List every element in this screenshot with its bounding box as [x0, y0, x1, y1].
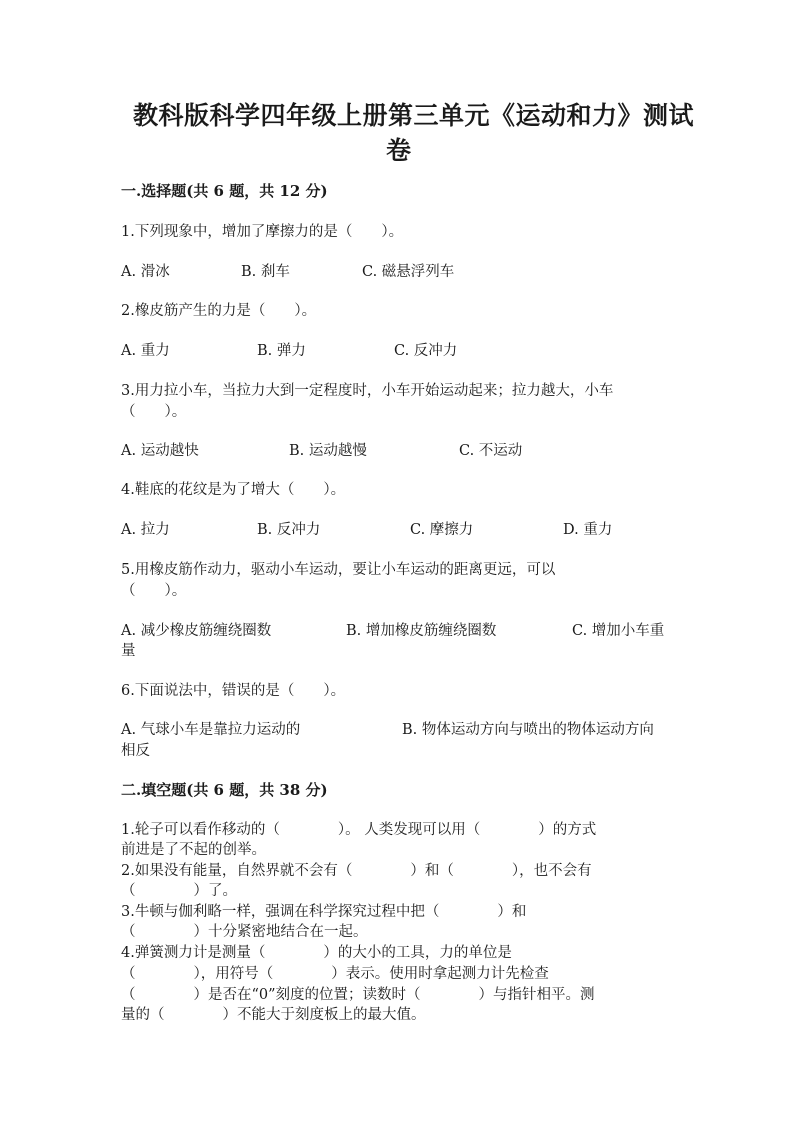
question-4-option-a: A. 拉力: [121, 522, 170, 538]
question-2-option-c: C. 反冲力: [394, 343, 458, 359]
question-1-text: 1.下列现象中，增加了摩擦力的是（ ）。: [121, 224, 404, 240]
question-3-option-b: B. 运动越慢: [289, 443, 367, 459]
question-3-text-line2: （ ）。: [121, 404, 187, 420]
question-3-text-line1: 3.用力拉小车，当拉力大到一定程度时，小车开始运动起来；拉力越大，小车: [121, 383, 614, 399]
question-1-option-a: A. 滑冰: [121, 264, 170, 280]
fill-line-5: 3.牛顿与伽利略一样，强调在科学探究过程中把（ ）和: [121, 904, 527, 920]
question-2-option-a: A. 重力: [121, 343, 170, 359]
question-3-option-c: C. 不运动: [459, 443, 523, 459]
question-5-text-line1: 5.用橡皮筋作动力，驱动小车运动，要让小车运动的距离更远，可以: [121, 562, 556, 578]
question-1-option-c: C. 磁悬浮列车: [362, 264, 455, 280]
fill-line-10: 量的（ ）不能大于刻度板上的最大值。: [121, 1007, 426, 1023]
question-5-option-a: A. 减少橡皮筋缠绕圈数: [121, 623, 272, 639]
fill-line-4: （ ）了。: [121, 883, 237, 899]
question-5-option-b: B. 增加橡皮筋缠绕圈数: [346, 623, 497, 639]
question-6-text: 6.下面说法中，错误的是（ ）。: [121, 683, 346, 699]
question-5-option-c: C. 增加小车重: [572, 623, 665, 639]
document-title-line2: 卷: [386, 136, 412, 165]
question-4-option-c: C. 摩擦力: [410, 522, 474, 538]
fill-line-6: （ ）十分紧密地结合在一起。: [121, 924, 368, 940]
question-2-text: 2.橡皮筋产生的力是（ ）。: [121, 303, 317, 319]
question-6-option-b: B. 物体运动方向与喷出的物体运动方向: [402, 722, 654, 738]
fill-line-7: 4.弹簧测力计是测量（ ）的大小的工具，力的单位是: [121, 945, 512, 961]
question-6-option-b-wrap: 相反: [121, 743, 150, 759]
fill-line-1: 1.轮子可以看作移动的（ ）。 人类发现可以用（ ）的方式: [121, 822, 597, 838]
document-title-line1: 教科版科学四年级上册第三单元《运动和力》测试: [133, 101, 695, 130]
fill-line-3: 2.如果没有能量，自然界就不会有（ ）和（ ），也不会有: [121, 863, 592, 879]
fill-line-9: （ ）是否在“0”刻度的位置；读数时（ ）与指针相平。测: [121, 987, 595, 1003]
section-heading-fill-blank: 二.填空题(共 6 题，共 38 分): [121, 781, 328, 799]
question-5-text-line2: （ ）。: [121, 583, 187, 599]
question-4-option-d: D. 重力: [563, 522, 613, 538]
question-1-option-b: B. 刹车: [241, 264, 290, 280]
question-4-option-b: B. 反冲力: [257, 522, 321, 538]
question-2-option-b: B. 弹力: [257, 343, 306, 359]
question-6-option-a: A. 气球小车是靠拉力运动的: [121, 722, 301, 738]
question-4-text: 4.鞋底的花纹是为了增大（ ）。: [121, 482, 346, 498]
question-3-option-a: A. 运动越快: [121, 443, 199, 459]
fill-line-8: （ ），用符号（ ）表示。使用时拿起测力计先检查: [121, 966, 549, 982]
section-heading-choice: 一.选择题(共 6 题，共 12 分): [121, 182, 328, 200]
fill-line-2: 前进是了不起的创举。: [121, 842, 266, 858]
question-5-option-c-wrap: 量: [121, 643, 136, 659]
